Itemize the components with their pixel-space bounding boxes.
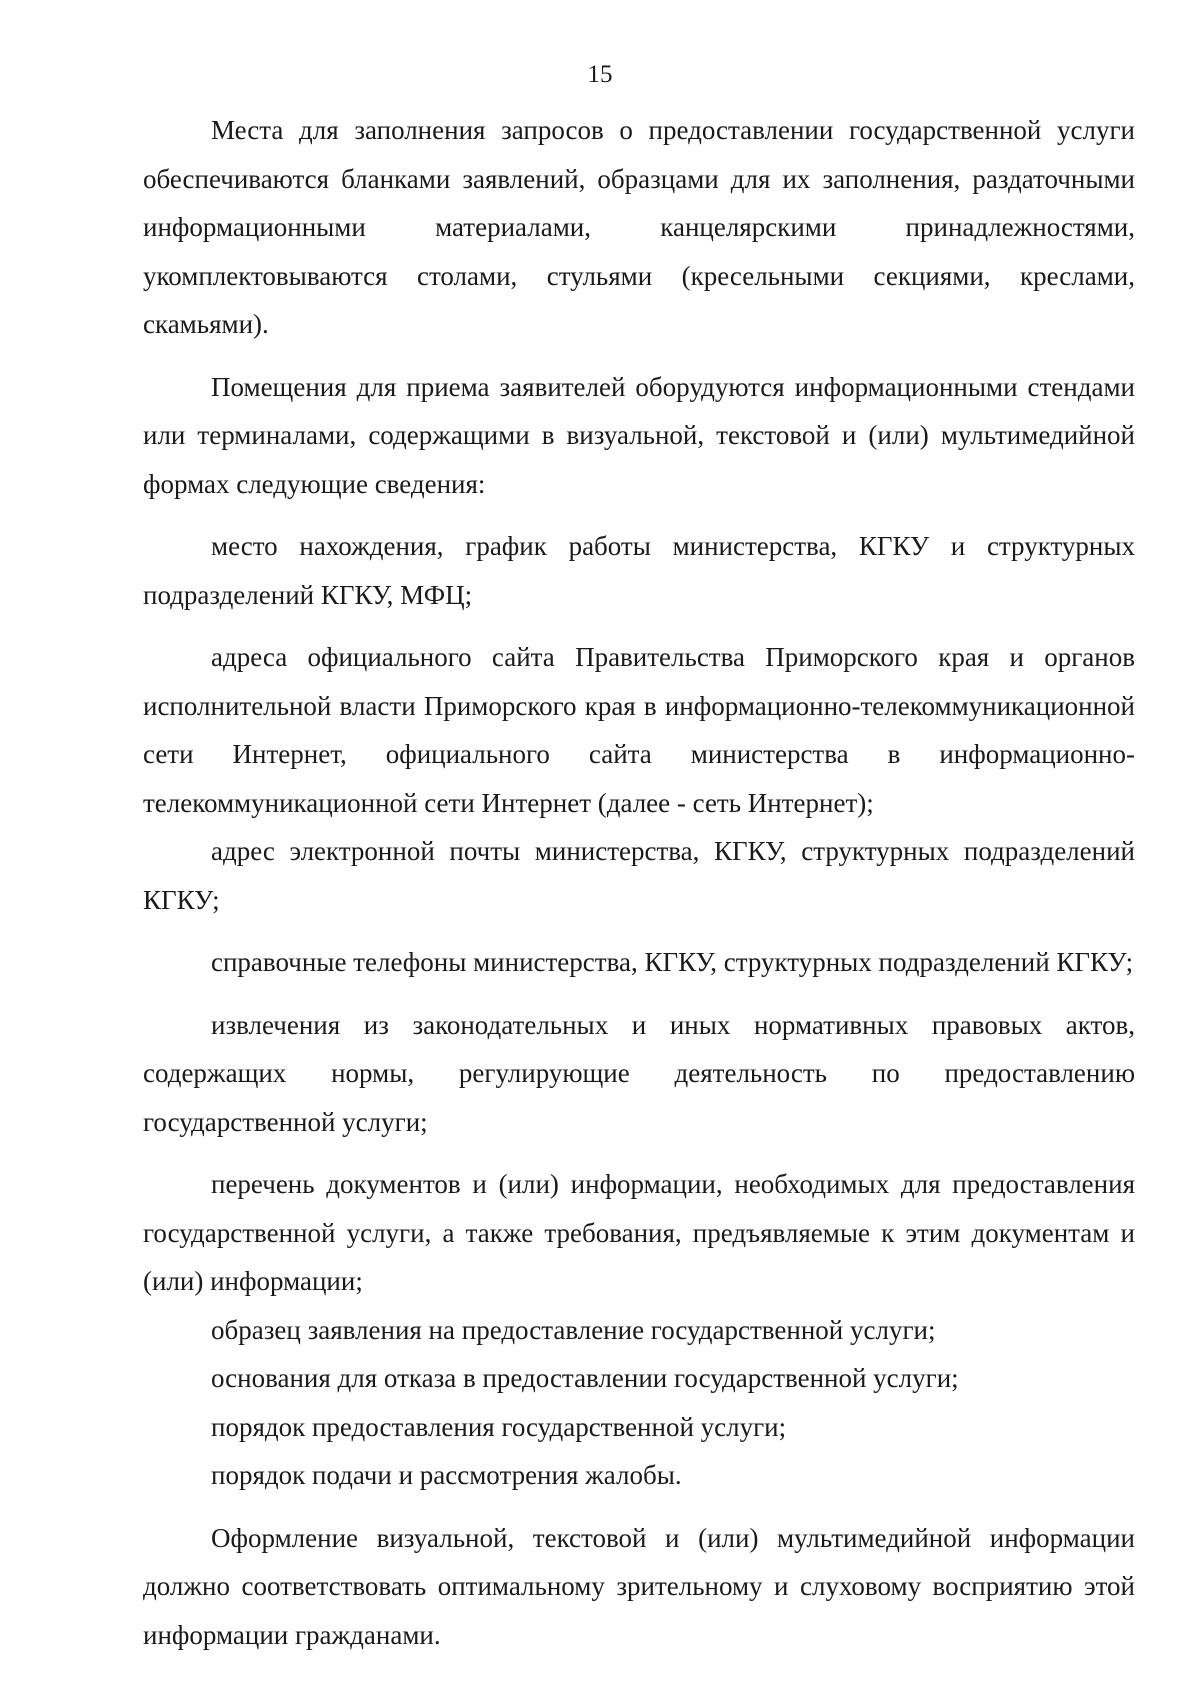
list-item-complaint-procedure: порядок подачи и рассмотрения жалобы.	[211, 1460, 682, 1490]
paragraph-reception-rooms: Помещения для приема заявителей оборудуются информационными стендами или терминалами, содержащими в визуальной, текстовой и (или) мультимедийной формах следующие сведения:	[143, 371, 1135, 499]
document-body	[143, 106, 1135, 1659]
page-number: 15	[587, 61, 613, 88]
paragraph-places-for-requests: Места для заполнения запросов о предоставлении государственной услуги обеспечиваются бланками заявлений, образцами для их заполнения, раздаточными информационными материалами, канцелярскими принадлежностями, укомплектовываются столами, стульями (кресельными секциями, креслами, скамьями).	[143, 115, 1135, 339]
list-item-documents-list: перечень документов и (или) информации, необходимых для предоставления государственной услуги, а также требования, предъявляемые к этим документам и (или) информации;	[143, 1169, 1135, 1296]
list-item-website-addresses: адреса официального сайта Правительства Приморского края и органов исполнительной власти Приморского края в информационно-телекоммуникационной сети Интернет, официального сайта министерства в информационно-телекоммуникационной сети Интернет (далее - сеть Интернет);	[143, 642, 1135, 818]
list-item-phone-numbers: справочные телефоны министерства, КГКУ, структурных подразделений КГКУ;	[211, 947, 1134, 977]
list-item-location-schedule: место нахождения, график работы министерства, КГКУ и структурных подразделений КГКУ, МФЦ;	[143, 531, 1135, 610]
list-item-legal-extracts: извлечения из законодательных и иных нормативных правовых актов, содержащих нормы, регулирующие деятельность по предоставлению государственной услуги;	[143, 1009, 1135, 1137]
list-item-application-sample: образец заявления на предоставление государственной услуги;	[211, 1314, 936, 1345]
list-item-refusal-grounds: основания для отказа в предоставлении государственной услуги;	[211, 1363, 959, 1393]
paragraph-information-design: Оформление визуальной, текстовой и (или) мультимедийной информации должно соответствовать оптимальному зрительному и слуховому восприятию этой информации гражданами.	[143, 1522, 1135, 1650]
list-item-email-address: адрес электронной почты министерства, КГКУ, структурных подразделений КГКУ;	[143, 836, 1135, 915]
list-item-provision-procedure: порядок предоставления государственной услуги;	[211, 1411, 787, 1442]
